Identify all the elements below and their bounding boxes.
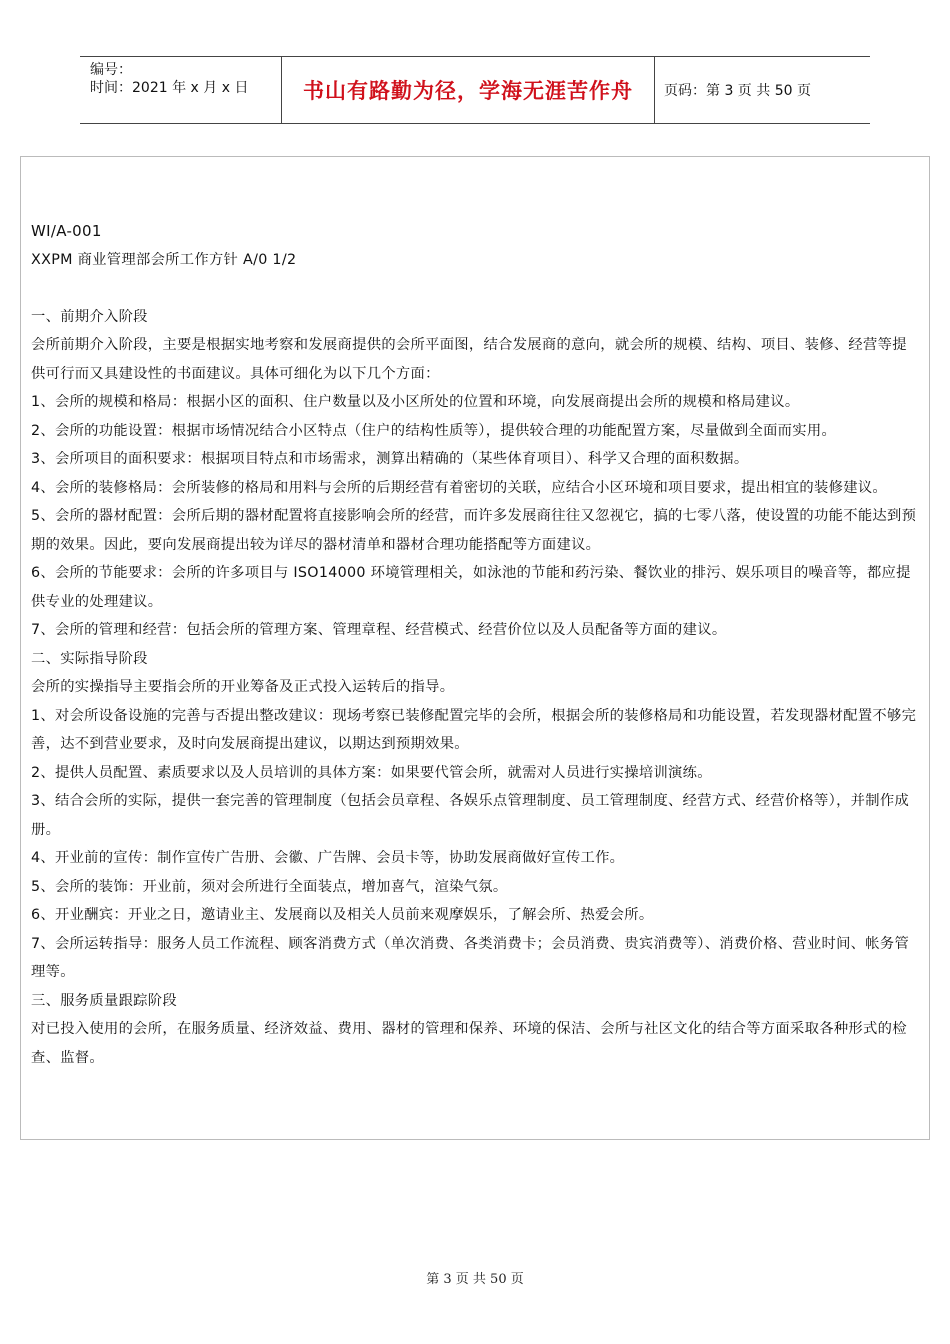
list-item: 2、提供人员配置、素质要求以及人员培训的具体方案：如果要代管会所，就需对人员进行实操培训演练。 (31, 764, 712, 781)
list-item: 1、会所的规模和格局：根据小区的面积、住户数量以及小区所处的位置和环境，向发展商提出会所的规模和格局建议。 (31, 394, 800, 410)
section-heading: 二、实际指导阶段 (31, 650, 148, 667)
list-item: 6、会所的节能要求：会所的许多项目与 ISO14000 环境管理相关，如泳池的节能和药污染、餐饮业的排污、娱乐项目的噪音等，都应提供专业的处理建议。 (31, 565, 911, 610)
header-motto: 书山有路勤为径，学海无涯苦作舟 (282, 57, 655, 123)
list-item: 7、会所的管理和经营：包括会所的管理方案、管理章程、经营模式、经营价位以及人员配备等方面的建议。 (31, 622, 727, 638)
list-item: 4、开业前的宣传：制作宣传广告册、会徽、广告牌、会员卡等，协助发展商做好宣传工作。 (31, 850, 625, 866)
doc-number-label: 编号： (90, 62, 132, 78)
list-item: 3、结合会所的实际，提供一套完善的管理制度（包括会员章程、各娱乐点管理制度、员工管理制度、经营方式、经营价格等），并制作成册。 (31, 793, 910, 838)
paragraph: 对已投入使用的会所，在服务质量、经济效益、费用、器材的管理和保养、环境的保洁、会所与社区文化的结合等方面采取各种形式的检查、监督。 (31, 1021, 907, 1066)
document-body (31, 217, 921, 1072)
list-item: 5、会所的装饰：开业前，须对会所进行全面装点，增加喜气，渲染气氛。 (31, 878, 508, 895)
list-item: 5、会所的器材配置：会所后期的器材配置将直接影响会所的经营，而许多发展商往往又忽视它，搞的七零八落，使设置的功能不能达到预期的效果。因此，要向发展商提出较为详尽的器材清单和器材合理功能搭配等方面建议。 (31, 508, 917, 553)
header-meta (80, 57, 282, 123)
list-item: 6、开业酬宾：开业之日，邀请业主、发展商以及相关人员前来观摩娱乐，了解会所、热爱会所。 (31, 907, 654, 923)
paragraph: 会所前期介入阶段，主要是根据实地考察和发展商提供的会所平面图，结合发展商的意向，就会所的规模、结构、项目、装修、经营等提供可行而又具建设性的书面建议。具体可细化为以下几个方面： (31, 337, 907, 382)
doc-date: 时间：2021 年 x 月 x 日 (90, 80, 249, 96)
doc-code: WI/A-001 (31, 222, 102, 240)
section-heading: 三、服务质量跟踪阶段 (31, 992, 177, 1009)
list-item: 7、会所运转指导：服务人员工作流程、顾客消费方式（单次消费、各类消费卡；会员消费、贵宾消费等）、消费价格、营业时间、帐务管理等。 (31, 935, 910, 980)
list-item: 2、会所的功能设置：根据市场情况结合小区特点（住户的结构性质等），提供较合理的功能配置方案，尽量做到全面而实用。 (31, 422, 837, 439)
spacer (31, 274, 921, 303)
list-item: 1、对会所设备设施的完善与否提出整改建议：现场考察已装修配置完毕的会所，根据会所的装修格局和功能设置，若发现器材配置不够完善，达不到营业要求，及时向发展商提出建议，以期达到预期效果。 (31, 707, 917, 752)
doc-title: XXPM 商业管理部会所工作方针 A/0 1/2 (31, 251, 297, 268)
paragraph: 会所的实操指导主要指会所的开业筹备及正式投入运转后的指导。 (31, 679, 455, 695)
list-item: 4、会所的装修格局：会所装修的格局和用料与会所的后期经营有着密切的关联，应结合小区环境和项目要求，提出相宜的装修建议。 (31, 479, 888, 496)
page-footer: 第 3 页 共 50 页 (426, 1272, 524, 1287)
page-header (80, 56, 870, 124)
section-heading: 一、前期介入阶段 (31, 308, 148, 325)
header-page-info: 页码：第 3 页 共 50 页 (664, 83, 811, 99)
list-item: 3、会所项目的面积要求：根据项目特点和市场需求，测算出精确的（某些体育项目）、科学又合理的面积数据。 (31, 451, 749, 467)
